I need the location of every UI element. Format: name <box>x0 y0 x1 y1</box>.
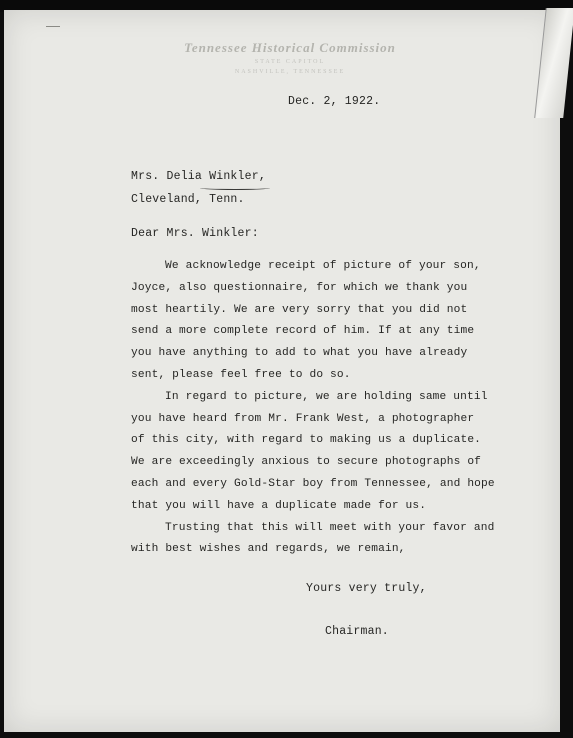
letterhead-place: NASHVILLE, TENNESSEE <box>234 69 346 75</box>
recipient-name: Mrs. Delia Winkler, <box>131 170 266 183</box>
body-line: with best wishes and regards, we remain, <box>131 543 406 556</box>
handwritten-underline <box>200 186 270 190</box>
body-line: each and every Gold-Star boy from Tennessee, and hope <box>131 477 495 490</box>
body-line: sent, please feel free to do so. <box>131 368 351 381</box>
closing: Yours very truly, <box>306 582 427 595</box>
body-line: you have anything to add to what you have already <box>131 347 468 360</box>
body-line: send a more complete record of him. If at any time <box>131 325 475 338</box>
margin-mark <box>46 26 60 27</box>
salutation: Dear Mrs. Winkler: <box>131 227 259 240</box>
letter-date: Dec. 2, 1922. <box>288 95 381 108</box>
body-line: that you will have a duplicate made for us. <box>131 499 427 512</box>
body-line: you have heard from Mr. Frank West, a photographer <box>131 412 475 425</box>
signature-title: Chairman. <box>325 625 389 638</box>
letter-body <box>131 256 495 561</box>
body-line: Joyce, also questionnaire, for which we thank you <box>131 281 468 294</box>
body-line: most heartily. We are very sorry that you did not <box>131 303 468 316</box>
body-line: We acknowledge receipt of picture of your son, <box>165 260 481 272</box>
recipient-city: Cleveland, Tenn. <box>131 193 245 206</box>
body-line: Trusting that this will meet with your favor and <box>165 521 495 534</box>
letterhead <box>140 40 440 75</box>
letterhead-subtitle: STATE CAPITOL <box>254 59 326 65</box>
body-line: We are exceedingly anxious to secure photographs of <box>131 456 482 469</box>
body-line: of this city, with regard to making us a duplicate. <box>131 434 482 447</box>
body-line: In regard to picture, we are holding same until <box>165 390 488 403</box>
letterhead-title: Tennessee Historical Commission <box>184 40 396 55</box>
